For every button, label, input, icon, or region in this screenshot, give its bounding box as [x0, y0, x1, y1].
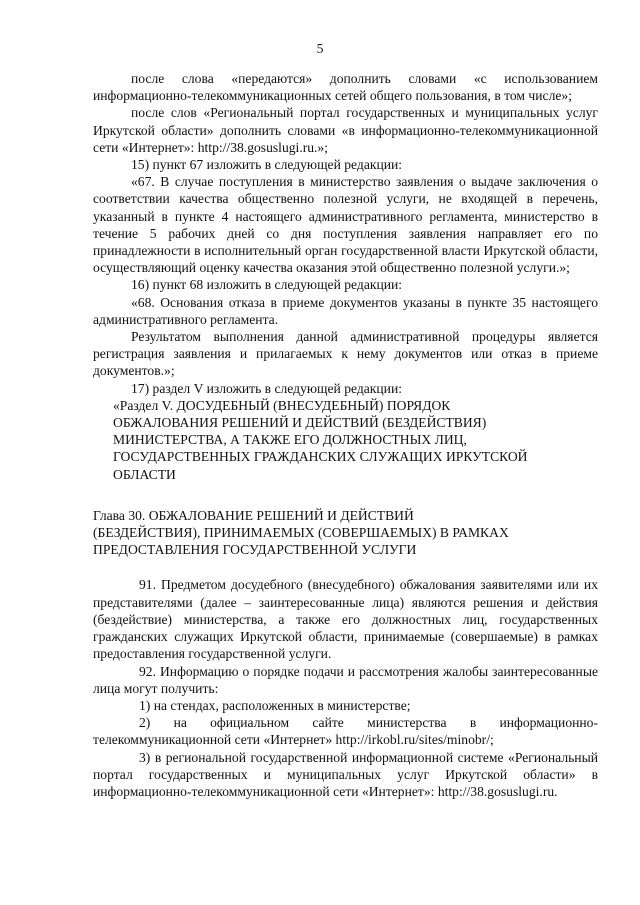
section-heading [93, 397, 598, 483]
paragraph: 3) в региональной государственной информационной системе «Региональный портал государственных и муниципальных услуг Иркутской области» в информационно-телекоммуникационной сети «Интернет»: http://38.gosuslugi.ru. [93, 749, 598, 799]
paragraph: Результатом выполнения данной административной процедуры является регистрация заявления и прилагаемых к нему документов или отказ в приеме документов.»; [93, 329, 598, 379]
paragraph: 16) пункт 68 изложить в следующей редакции: [131, 277, 403, 293]
section-heading-line: ГОСУДАРСТВЕННЫХ ГРАЖДАНСКИХ СЛУЖАЩИХ ИРКУТСКОЙ [113, 449, 528, 465]
paragraph: «67. В случае поступления в министерство заявления о выдаче заключения о соответствии качества общественно полезной услуги, не входящей в перечень, указанный в пункте 4 настоящего административного регламента, министерство в течение 5 рабочих дней со дня поступления заявления направляет его по принадлежности в исполнительный орган государственной власти Иркутской области, осуществляющий оценку качества оказания этой общественно полезной услуги.»; [93, 174, 598, 276]
paragraph: 15) пункт 67 изложить в следующей редакции: [131, 157, 403, 173]
paragraph: 91. Предметом досудебного (внесудебного) обжалования заявителями или их представителями (далее – заинтересованные лица) являются решения и действия (бездействие) министерства, а также его должностных лиц, государственных гражданских служащих Иркутской области, принимаемые (совершаемые) в рамках предоставления государственной услуги. [93, 577, 598, 662]
section-heading-line: ОБЖАЛОВАНИЯ РЕШЕНИЙ И ДЕЙСТВИЙ (БЕЗДЕЙСТВИЯ) [113, 415, 487, 431]
paragraph: 1) на стендах, расположенных в министерстве; [139, 697, 411, 713]
paragraph: 92. Информацию о порядке подачи и рассмотрения жалобы заинтересованные лица могут получить: [93, 663, 598, 696]
section-heading-line: ОБЛАСТИ [113, 466, 176, 482]
paragraph: «68. Основания отказа в приеме документов указаны в пункте 35 настоящего административного регламента. [93, 294, 598, 327]
chapter-heading-line: (БЕЗДЕЙСТВИЯ), ПРИНИМАЕМЫХ (СОВЕРШАЕМЫХ) В РАМКАХ [93, 525, 509, 541]
section-heading-line: МИНИСТЕРСТВА, А ТАКЖЕ ЕГО ДОЛЖНОСТНЫХ ЛИЦ, [113, 432, 467, 448]
paragraph: 2) на официальном сайте министерства в информационно-телекоммуникационной сети «Интернет» http://irkobl.ru/sites/minobr/; [93, 715, 598, 748]
page-number: 5 [316, 41, 324, 56]
chapter-heading-line: ПРЕДОСТАВЛЕНИЯ ГОСУДАРСТВЕННОЙ УСЛУГИ [93, 542, 417, 558]
paragraph: после слова «передаются» дополнить словами «с использованием информационно-телекоммуникационных сетей общего пользования, в том числе»; [93, 71, 598, 104]
document-body [93, 70, 598, 800]
paragraph: 17) раздел V изложить в следующей редакции: [131, 380, 403, 396]
paragraph: после слов «Региональный портал государственных и муниципальных услуг Иркутской области» дополнить словами «в информационно-телекоммуникационной сети «Интернет»: http://38.gosuslugi.ru.»; [93, 105, 598, 155]
chapter-heading-line: Глава 30. ОБЖАЛОВАНИЕ РЕШЕНИЙ И ДЕЙСТВИЙ [93, 507, 414, 523]
section-heading-line: «Раздел V. ДОСУДЕБНЫЙ (ВНЕСУДЕБНЫЙ) ПОРЯДОК [113, 397, 451, 413]
chapter-heading [93, 507, 598, 559]
